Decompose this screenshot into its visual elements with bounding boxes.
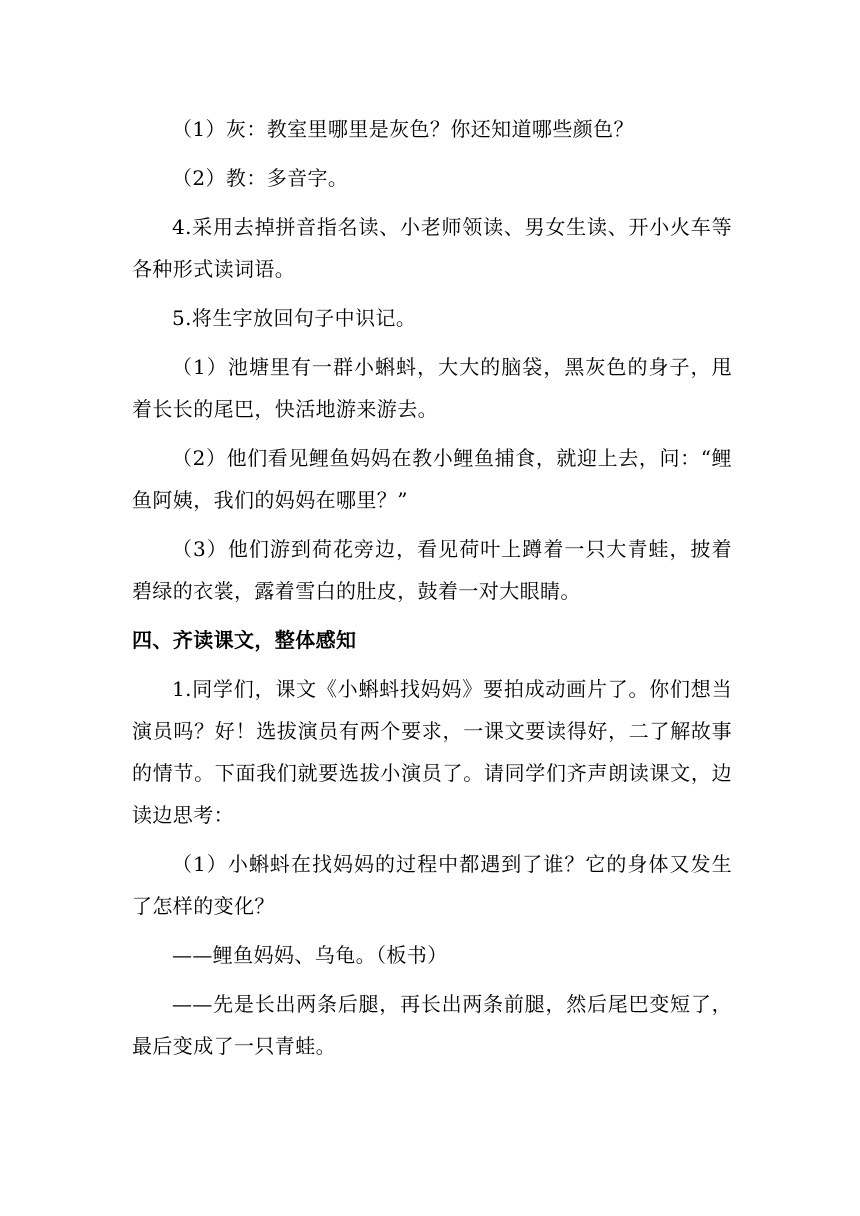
section-heading-4: 四、齐读课文，整体感知 xyxy=(132,628,357,652)
paragraph-step-4: 4.采用去掉拼音指名读、小老师领读、男女生读、开小火车等各种形式读词语。 xyxy=(132,215,732,281)
paragraph-step-5: 5.将生字放回句子中识记。 xyxy=(172,306,417,330)
document-page xyxy=(132,108,732,1074)
paragraph-answer-1: ——鲤鱼妈妈、乌龟。（板书） xyxy=(172,943,448,967)
paragraph-sentence-2: （2）他们看见鲤鱼妈妈在教小鲤鱼捕食，就迎上去，问：“鲤鱼阿姨，我们的妈妈在哪里？” xyxy=(132,446,732,512)
paragraph-sub-1-hui: （1）灰：教室里哪里是灰色？你还知道哪些颜色？ xyxy=(172,117,634,141)
paragraph-question-1: （1）小蝌蚪在找妈妈的过程中都遇到了谁？它的身体又发生了怎样的变化？ xyxy=(132,852,732,918)
paragraph-sub-2-jiao: （2）教：多音字。 xyxy=(172,166,349,190)
paragraph-sentence-1: （1）池塘里有一群小蝌蚪，大大的脑袋，黑灰色的身子，甩着长长的尾巴，快活地游来游去。 xyxy=(132,355,732,421)
paragraph-sentence-3: （3）他们游到荷花旁边，看见荷叶上蹲着一只大青蛙，披着碧绿的衣裳，露着雪白的肚皮，鼓着一对大眼睛。 xyxy=(132,537,732,603)
paragraph-read-aloud: 1.同学们，课文《小蝌蚪找妈妈》要拍成动画片了。你们想当演员吗？好！选拔演员有两个要求，一课文要读得好，二了解故事的情节。下面我们就要选拔小演员了。请同学们齐声朗读课文，边读边思考： xyxy=(132,677,732,827)
paragraph-answer-2: ——先是长出两条后腿，再长出两条前腿，然后尾巴变短了，最后变成了一只青蛙。 xyxy=(132,992,732,1058)
